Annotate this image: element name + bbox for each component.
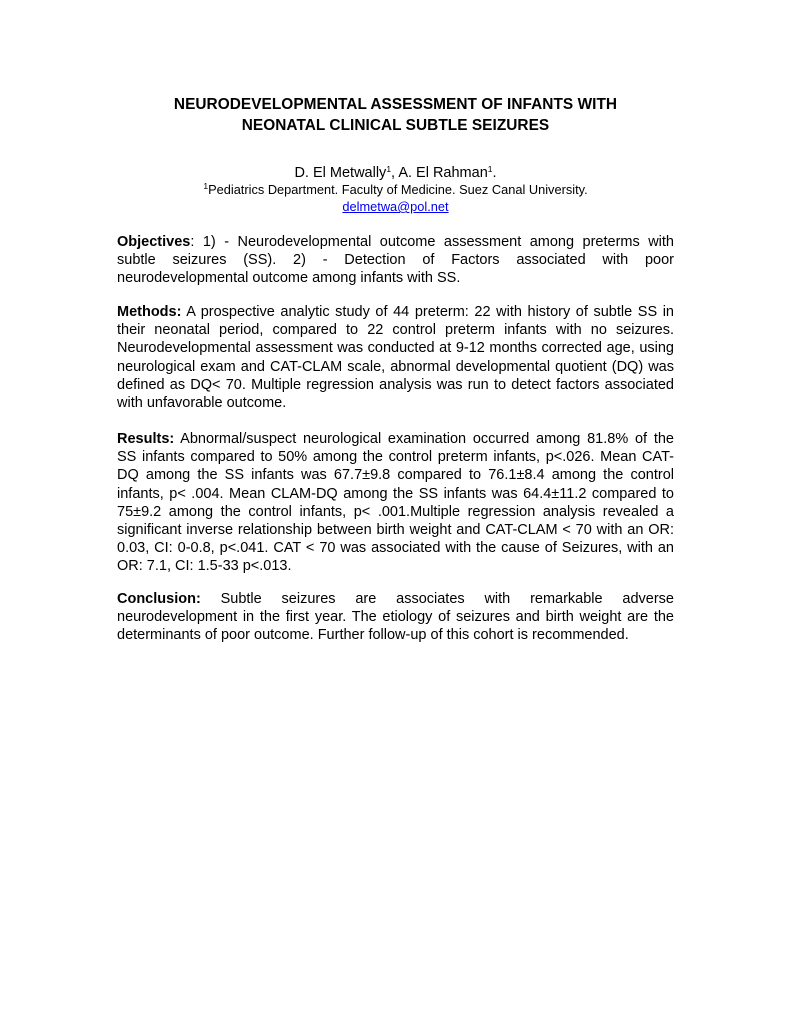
section-label: Results:: [117, 431, 175, 447]
section-conclusion: [117, 590, 674, 645]
affiliation-mark: 1: [203, 181, 209, 191]
author-affiliation-mark: 1: [386, 164, 392, 174]
section-text: A prospective analytic study of 44 preterm: 22 with history of subtle SS in their neonatal period, compared to 22 control preterm infants with no seizures. Neurodevelopmental assessment was conducted at 9-12 months corrected age, using neurological exam and CAT-CLAM scale, abnormal developmental quotient (DQ) was defined as DQ< 70. Multiple regression analysis was run to detect factors associated with unfavorable outcome.: [117, 304, 674, 412]
section-label: Methods:: [117, 304, 182, 320]
author-affiliation-mark: 1: [487, 164, 493, 174]
affiliation-text: Pediatrics Department. Faculty of Medicine. Suez Canal University.: [208, 182, 588, 197]
section-methods: [117, 303, 674, 412]
title-line-2: NEONATAL CLINICAL SUBTLE SEIZURES: [241, 117, 550, 134]
section-objectives: [117, 233, 674, 288]
contact-email: [100, 199, 691, 215]
author-separator: ,: [391, 165, 399, 181]
section-label: Conclusion:: [117, 591, 201, 607]
author-name: A. El Rahman: [398, 165, 488, 181]
email-link[interactable]: delmetwa@pol.net: [342, 199, 449, 214]
author-list-end: .: [492, 165, 497, 181]
section-text: : 1) - Neurodevelopmental outcome assessment among preterms with subtle seizures (SS). 2) - Detection of Factors associated with poor neurodevelopmental outcome among infants with SS.: [117, 234, 674, 287]
paper-title: [100, 94, 691, 136]
affiliation: [100, 182, 691, 198]
section-text: Abnormal/suspect neurological examination occurred among 81.8% of the SS infants compared to 50% among the control preterm infants, p<.026. Mean CAT-DQ among the SS infants was 67.7±9.8 compared to 76.1±8.4 among the control infants, p< .004. Mean CLAM-DQ among the SS infants was 64.4±11.2 compared to 75±9.2 among the control infants, p< .001.Multiple regression analysis revealed a significant inverse relationship between birth weight and CAT-CLAM < 70 with an OR: 0.03, CI: 0-0.8, p<.041. CAT < 70 was associated with the cause of Seizures, with an OR: 7.1, CI: 1.5-33 p<.013.: [117, 431, 674, 575]
section-results: [117, 430, 674, 576]
title-line-1: NEURODEVELOPMENTAL ASSESSMENT OF INFANTS WITH: [173, 96, 618, 113]
section-label: Objectives: [117, 234, 191, 250]
author-list: [100, 164, 691, 182]
section-text: Subtle seizures are associates with remarkable adverse neurodevelopment in the first year. The etiology of seizures and birth weight are the determinants of poor outcome. Further follow-up of this cohort is recommended.: [117, 591, 674, 644]
author-name: D. El Metwally: [294, 165, 387, 181]
